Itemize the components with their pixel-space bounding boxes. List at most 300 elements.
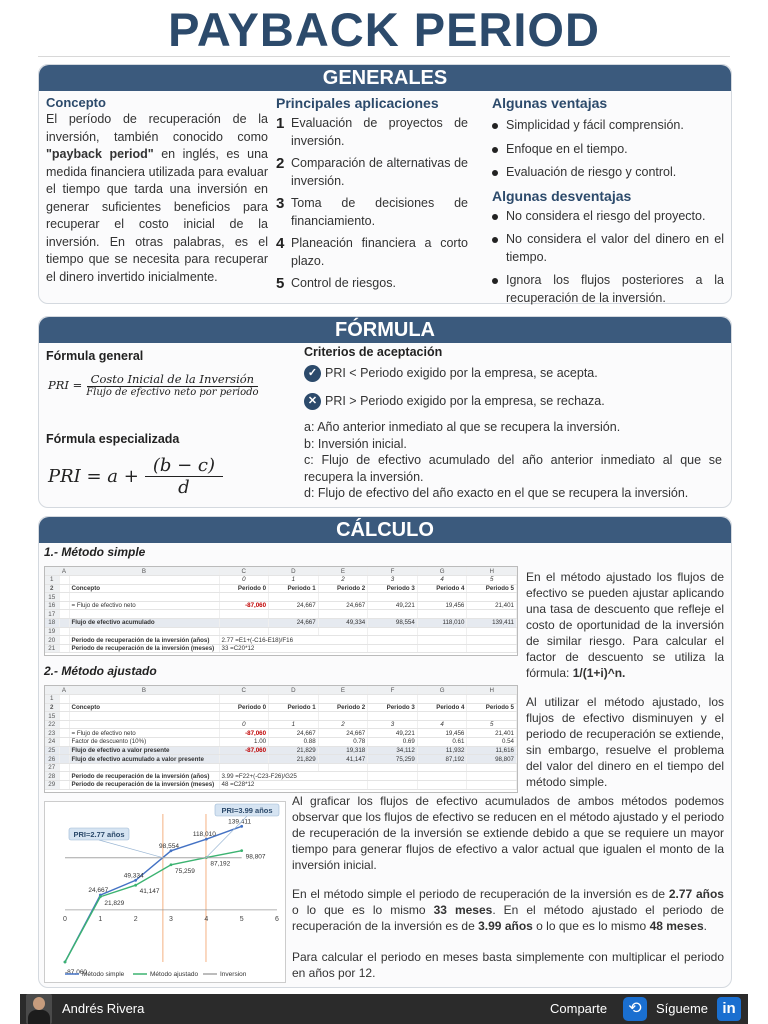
x-tick-label: 0 — [63, 915, 67, 923]
avatar-head — [33, 997, 45, 1010]
point-label-ajustado: 98,807 — [245, 853, 266, 861]
column-header-cell: A — [59, 567, 69, 576]
resultado-text-4: o lo que es lo mismo — [536, 919, 647, 933]
sheet-cell: 49,221 — [368, 729, 418, 738]
sheet-cell: 0 — [219, 720, 269, 729]
aplicacion-item — [276, 235, 468, 270]
sheet-cell: 19,456 — [417, 729, 467, 738]
column-header-cell: E — [318, 686, 368, 695]
sheet-cell — [368, 644, 418, 653]
section-formula — [38, 316, 732, 508]
sheet-column-header — [45, 567, 517, 576]
sheet-cell — [59, 781, 69, 790]
sheet-cell — [368, 763, 418, 772]
sheet-cell — [467, 644, 517, 653]
sheet-table — [45, 686, 517, 790]
sheet-cell: 118,010 — [417, 619, 467, 628]
sheet-cell: 4 — [417, 576, 467, 585]
aplicaciones-title: Principales aplicaciones — [276, 95, 439, 111]
criterios-block — [304, 345, 722, 502]
title-divider — [38, 56, 730, 57]
sheet-cell: Periodo 4 — [417, 584, 467, 593]
sheet-cell — [59, 772, 69, 781]
sheet-cell — [318, 593, 368, 602]
column-header-cell: C — [219, 567, 269, 576]
sheet-cell: 21,829 — [269, 755, 319, 764]
sheet-cell: 27 — [45, 763, 59, 772]
concepto-text — [46, 111, 268, 286]
callout-pointer — [99, 840, 163, 858]
x-tick-label: 4 — [204, 915, 209, 923]
sheet-cell: 19 — [45, 627, 59, 636]
linkedin-icon[interactable]: in — [717, 997, 741, 1021]
column-header-cell: F — [368, 567, 418, 576]
sheet-cell: 17 — [45, 610, 59, 619]
callout-label: PRI=2.77 años — [73, 830, 125, 839]
sheet-cell — [59, 763, 69, 772]
sheet-table — [45, 567, 517, 653]
sheet-cell — [318, 610, 368, 619]
sheet-cell — [59, 644, 69, 653]
aplicaciones-block — [276, 95, 468, 298]
sheet-cell — [69, 712, 219, 721]
formula-general-denominator: Flujo de efectivo neto por periodo — [86, 387, 259, 398]
sheet-cell — [69, 576, 219, 585]
definition-item: b: Inversión inicial. — [304, 436, 407, 451]
sheet-cell — [467, 636, 517, 645]
sheet-cell — [318, 763, 368, 772]
sheet-cell: -87,060 — [219, 601, 269, 610]
sheet-cell: 2 — [45, 703, 59, 712]
point-label-simple: -87,060 — [65, 969, 88, 976]
sheet-cell — [368, 627, 418, 636]
sheet-cell — [467, 763, 517, 772]
sheet-cell: 3 — [368, 576, 418, 585]
aplicacion-item — [276, 275, 468, 293]
formula-especial — [48, 455, 223, 498]
ventajas-text: Enfoque en el tiempo. — [506, 141, 628, 156]
sheet-cell: 23 — [45, 729, 59, 738]
sheet-cell: 75,259 — [368, 755, 418, 764]
concepto-block — [46, 95, 268, 286]
formula-especial-numerator: (b − c) — [145, 455, 223, 477]
sheet-cell: Periodo 1 — [269, 703, 319, 712]
sheet-cell — [318, 695, 368, 704]
sheet-cell: 0.69 — [368, 738, 418, 747]
column-header-cell: A — [59, 686, 69, 695]
sheet-cell: 0.78 — [318, 738, 368, 747]
sheet-cell — [219, 755, 269, 764]
desventajas-item — [492, 231, 724, 266]
sheet-cell: Periodo 4 — [417, 703, 467, 712]
bullet-icon — [492, 170, 498, 176]
sheet-cell: 3.99 =F22+(-C23-F26)/G25 — [219, 772, 368, 781]
data-point — [99, 895, 102, 898]
section-calculo — [38, 516, 732, 988]
sheet-cell — [417, 712, 467, 721]
sheet-cell: 24 — [45, 738, 59, 747]
legend-label: Método simple — [82, 971, 125, 978]
sheet-cell: 2.77 =E1+(-C16-E18)/F16 — [219, 636, 368, 645]
concepto-text-pre: El período de recuperación de la inversión, también conocido como — [46, 112, 268, 144]
sheet-cell: 19,456 — [417, 601, 467, 610]
sheet-cell: Flujo de efectivo a valor presente — [69, 746, 219, 755]
sheet-row — [45, 695, 517, 704]
sheet-cell: 49,334 — [318, 619, 368, 628]
resultado-text-5: . — [703, 919, 707, 933]
resultado-ajustado-anos: 3.99 años — [478, 919, 533, 933]
sheet-cell — [467, 772, 517, 781]
sheet-cell — [269, 695, 319, 704]
sheet-row — [45, 729, 517, 738]
section-header-calculo: CÁLCULO — [39, 517, 731, 543]
ajustado-comparacion — [526, 694, 724, 790]
sheet-cell: Periodo 2 — [318, 703, 368, 712]
formula-especial-title: Fórmula especializada — [46, 432, 180, 446]
ventajas-item — [492, 141, 724, 159]
sheet-cell — [467, 627, 517, 636]
sheet-cell: Periodo 3 — [368, 584, 418, 593]
spreadsheet-metodo-simple — [44, 566, 518, 656]
aplicacion-item — [276, 115, 468, 150]
aplicacion-number: 3 — [276, 195, 285, 212]
x-circle-icon: ✕ — [304, 393, 321, 410]
chart-container — [44, 801, 286, 983]
bullet-icon — [492, 147, 498, 153]
data-point — [170, 863, 173, 866]
data-point — [205, 838, 208, 841]
column-header-cell — [45, 567, 59, 576]
sheet-row — [45, 644, 517, 653]
check-circle-icon: ✓ — [304, 365, 321, 382]
resultado-ajustado-meses: 48 meses — [649, 919, 704, 933]
sheet-cell — [219, 619, 269, 628]
sheet-cell — [269, 610, 319, 619]
sheet-row — [45, 627, 517, 636]
sheet-cell — [417, 781, 467, 790]
sheet-cell: = Flujo de efectivo neto — [69, 729, 219, 738]
sheet-cell — [69, 695, 219, 704]
sheet-cell — [417, 593, 467, 602]
sheet-cell: 21,401 — [467, 601, 517, 610]
column-header-cell: D — [269, 567, 319, 576]
criterio-accept-text: PRI < Periodo exigido por la empresa, se acepta. — [325, 366, 598, 380]
sheet-cell: 0.61 — [417, 738, 467, 747]
definition-item: c: Flujo de efectivo acumulado del año anterior inmediato al que se recupera la inversión. — [304, 453, 722, 484]
column-header-cell: B — [69, 686, 219, 695]
sheet-cell: 18 — [45, 619, 59, 628]
desventajas-text: No considera el valor del dinero en el tiempo. — [506, 232, 724, 264]
resultado-simple-meses: 33 meses — [433, 903, 493, 917]
sheet-cell: 2 — [318, 576, 368, 585]
x-tick-label: 5 — [239, 915, 244, 923]
sheet-cell: 20 — [45, 636, 59, 645]
aplicacion-number: 5 — [276, 275, 285, 292]
column-header-cell: G — [417, 686, 467, 695]
point-label-ajustado: 87,192 — [210, 860, 231, 868]
x-tick-label: 2 — [133, 915, 138, 923]
sheet-row — [45, 619, 517, 628]
sheet-cell: Periodo 2 — [318, 584, 368, 593]
sheet-cell: Concepto — [69, 584, 219, 593]
sheet-cell: 3 — [368, 720, 418, 729]
sheet-cell — [417, 772, 467, 781]
sheet-cell: 1.00 — [219, 738, 269, 747]
x-tick-label: 3 — [169, 915, 173, 923]
sheet-cell: 24,667 — [269, 729, 319, 738]
footer-bar — [20, 994, 748, 1024]
ventajas-block — [492, 95, 724, 313]
aplicacion-number: 1 — [276, 115, 285, 132]
sheet-cell: Flujo de efectivo acumulado — [69, 619, 219, 628]
data-point — [170, 849, 173, 852]
sheet-cell — [69, 593, 219, 602]
sheet-row — [45, 576, 517, 585]
sheet-cell — [417, 636, 467, 645]
formula-especial-denominator: d — [178, 477, 190, 498]
column-header-cell — [45, 686, 59, 695]
data-point — [134, 884, 137, 887]
callout-label: PRI=3.99 años — [221, 806, 273, 815]
bullet-icon — [492, 214, 498, 220]
column-header-cell: E — [318, 567, 368, 576]
avatar-suit — [28, 1010, 50, 1024]
point-label-simple: 98,554 — [159, 842, 179, 850]
sheet-cell — [417, 610, 467, 619]
sheet-row — [45, 772, 517, 781]
concepto-title: Concepto — [46, 95, 106, 110]
sheet-row — [45, 720, 517, 729]
sheet-cell — [269, 593, 319, 602]
aplicacion-text: Comparación de alternativas de inversión. — [291, 156, 468, 188]
sheet-row — [45, 755, 517, 764]
sheet-cell — [69, 610, 219, 619]
sheet-cell: 41,147 — [318, 755, 368, 764]
formula-general — [48, 372, 259, 398]
sheet-cell: 29 — [45, 781, 59, 790]
sheet-cell — [219, 712, 269, 721]
sheet-cell — [318, 712, 368, 721]
sheet-cell: 2 — [45, 584, 59, 593]
column-header-cell: H — [467, 686, 517, 695]
column-header-cell: H — [467, 567, 517, 576]
ventajas-list — [492, 117, 724, 182]
sheet-row — [45, 584, 517, 593]
payback-chart — [45, 802, 287, 984]
column-header-cell: B — [69, 567, 219, 576]
ventajas-item — [492, 117, 724, 135]
bullet-icon — [492, 123, 498, 129]
section-header-generales: GENERALES — [39, 65, 731, 91]
sheet-cell: 11,932 — [417, 746, 467, 755]
desventajas-title: Algunas desventajas — [492, 187, 632, 204]
formula-especial-lhs: PRI = a + — [48, 466, 139, 487]
sheet-cell: -87,060 — [219, 729, 269, 738]
author-avatar[interactable] — [26, 994, 52, 1024]
criterio-reject — [304, 393, 722, 411]
meses-explicacion-text: Para calcular el periodo en meses basta simplemente con multiplicar el periodo en años por 12. — [292, 950, 724, 980]
resultado-text-3: . En el método ajustado el periodo de recuperación de la inversión es de — [292, 903, 724, 933]
x-tick-label: 1 — [98, 915, 103, 923]
column-header-cell: C — [219, 686, 269, 695]
point-label-simple: 24,667 — [88, 887, 109, 895]
bullet-icon — [492, 278, 498, 284]
data-point — [64, 961, 67, 964]
criterio-reject-text: PRI > Periodo exigido por la empresa, se rechaza. — [325, 393, 605, 408]
sheet-cell — [59, 610, 69, 619]
data-point — [240, 849, 243, 852]
sheet-cell: 24,667 — [269, 619, 319, 628]
sheet-cell: 1 — [269, 720, 319, 729]
sheet-cell: = Flujo de efectivo neto — [69, 601, 219, 610]
sheet-cell — [59, 627, 69, 636]
sheet-cell — [69, 720, 219, 729]
sheet-cell — [59, 729, 69, 738]
sheet-cell: 26 — [45, 755, 59, 764]
sheet-cell — [59, 703, 69, 712]
sheet-cell: Concepto — [69, 703, 219, 712]
sheet-cell — [467, 712, 517, 721]
point-label-simple: 118,010 — [192, 831, 216, 839]
sheet-row — [45, 610, 517, 619]
sheet-row — [45, 593, 517, 602]
sheet-row — [45, 712, 517, 721]
aplicacion-text: Toma de decisiones de financiamiento. — [291, 196, 468, 228]
follow-label[interactable]: Sígueme — [656, 1001, 709, 1016]
criterio-accept — [304, 365, 722, 383]
resultado-simple-anos: 2.77 años — [668, 887, 724, 901]
sheet-cell — [59, 601, 69, 610]
sheet-cell — [59, 584, 69, 593]
x-tick-label: 6 — [275, 915, 279, 923]
sheet-cell — [269, 627, 319, 636]
ventajas-item — [492, 164, 724, 182]
sheet-cell — [269, 763, 319, 772]
sheet-cell: 24,667 — [318, 729, 368, 738]
sheet-cell: 16 — [45, 601, 59, 610]
resultado-text-2: o lo que es lo mismo — [292, 903, 426, 917]
column-header-cell: F — [368, 686, 418, 695]
sheet-cell: 139,411 — [467, 619, 517, 628]
sheet-cell: 5 — [467, 576, 517, 585]
sheet-cell: Periodo 5 — [467, 703, 517, 712]
sheet-cell: 22 — [45, 720, 59, 729]
sheet-cell — [59, 720, 69, 729]
sheet-cell — [219, 593, 269, 602]
sheet-cell — [318, 627, 368, 636]
sheet-cell: 19,318 — [318, 746, 368, 755]
section-generales — [38, 64, 732, 304]
sheet-cell: Periodo de recuperación de la inversión (años) — [69, 772, 219, 781]
sheet-cell: Periodo de recuperación de la inversión (años) — [69, 636, 219, 645]
sheet-cell: 1 — [269, 576, 319, 585]
ajustado-comparacion-text: Al utilizar el método ajustado, los flujos de efectivo disminuyen y el periodo de recuperación se extiende, sin embargo, resuelve el problema del valor del dinero en el tiempo del método simple. — [526, 695, 724, 789]
sheet-cell: Periodo 5 — [467, 584, 517, 593]
sheet-cell — [269, 712, 319, 721]
formula-definitions — [304, 419, 722, 502]
sheet-cell — [467, 695, 517, 704]
aplicacion-item — [276, 155, 468, 190]
aplicacion-text: Control de riesgos. — [291, 276, 396, 290]
sheet-cell — [368, 593, 418, 602]
sheet-cell — [368, 772, 418, 781]
sheet-cell — [219, 763, 269, 772]
point-label-ajustado: 41,147 — [139, 888, 160, 896]
point-label-ajustado: 21,829 — [104, 899, 125, 907]
sheet-cell — [59, 755, 69, 764]
criterios-title: Criterios de aceptación — [304, 345, 443, 359]
sheet-cell — [417, 644, 467, 653]
legend-label: Método ajustado — [150, 971, 199, 978]
sheet-row — [45, 763, 517, 772]
sheet-cell — [368, 636, 418, 645]
sheet-cell — [69, 627, 219, 636]
ajustado-formula: 1/(1+i)^n. — [572, 666, 626, 680]
sheet-cell: 21,829 — [269, 746, 319, 755]
sheet-cell: Factor de descuento (10%) — [69, 738, 219, 747]
definition-item: a: Año anterior inmediato al que se recupera la inversión. — [304, 420, 621, 434]
sheet-cell: 33 =C20*12 — [219, 644, 368, 653]
sheet-cell: 34,112 — [368, 746, 418, 755]
sheet-cell: -87,060 — [219, 746, 269, 755]
aplicacion-item — [276, 195, 468, 230]
sheet-cell: 98,807 — [467, 755, 517, 764]
sheet-cell: 1 — [45, 576, 59, 585]
sheet-cell: 28 — [45, 772, 59, 781]
sheet-row — [45, 746, 517, 755]
aplicacion-number: 4 — [276, 235, 285, 252]
formula-general-fraction — [86, 372, 258, 398]
sheet-cell: Periodo de recuperación de la inversión (meses) — [69, 644, 219, 653]
meses-explicacion — [292, 949, 724, 981]
sheet-cell — [417, 627, 467, 636]
sheet-cell — [59, 576, 69, 585]
data-point — [240, 825, 243, 828]
concepto-text-bold: "payback period" — [46, 147, 154, 161]
sheet-cell: 49,221 — [368, 601, 418, 610]
sheet-cell: 11,616 — [467, 746, 517, 755]
ajustado-explicacion-text: En el método ajustado los flujos de efectivo se pueden ajustar aplicando una tasa de descuento que refleje el costo de oportunidad de la inversión de similar riesgo. Para calcular el factor de descuento se utiliza la fórmula: — [526, 570, 724, 680]
sheet-cell — [59, 619, 69, 628]
share-label[interactable]: Comparte — [550, 1001, 608, 1016]
author-name[interactable]: Andrés Rivera — [62, 1001, 145, 1016]
metodo-simple-title: 1.- Método simple — [44, 545, 146, 559]
sheet-cell: 15 — [45, 712, 59, 721]
column-header-cell: D — [269, 686, 319, 695]
sheet-cell: 1 — [45, 695, 59, 704]
repost-icon[interactable]: ⟲ — [623, 997, 647, 1021]
sheet-cell — [368, 695, 418, 704]
point-label-simple: 139,411 — [228, 818, 252, 826]
sheet-cell: 24,667 — [318, 601, 368, 610]
sheet-cell: 24,667 — [269, 601, 319, 610]
desventajas-text: No considera el riesgo del proyecto. — [506, 208, 706, 223]
aplicacion-text: Planeación financiera a corto plazo. — [291, 236, 468, 268]
sheet-cell: Periodo 0 — [219, 703, 269, 712]
point-label-simple: 49,334 — [123, 872, 144, 880]
page-title: PAYBACK PERIOD — [168, 3, 600, 56]
sheet-cell: Periodo 0 — [219, 584, 269, 593]
formula-general-lhs: PRI = — [48, 378, 83, 392]
sheet-cell: 21,401 — [467, 729, 517, 738]
sheet-cell: 48 =C28*12 — [219, 781, 368, 790]
resultados-texto — [292, 886, 724, 934]
sheet-cell: Flujo de efectivo acumulado a valor presente — [69, 755, 219, 764]
sheet-cell: 98,554 — [368, 619, 418, 628]
formula-especial-fraction — [145, 455, 223, 498]
sheet-cell — [59, 593, 69, 602]
definition-item: d: Flujo de efectivo del año exacto en el que se recupera la inversión. — [304, 486, 689, 500]
